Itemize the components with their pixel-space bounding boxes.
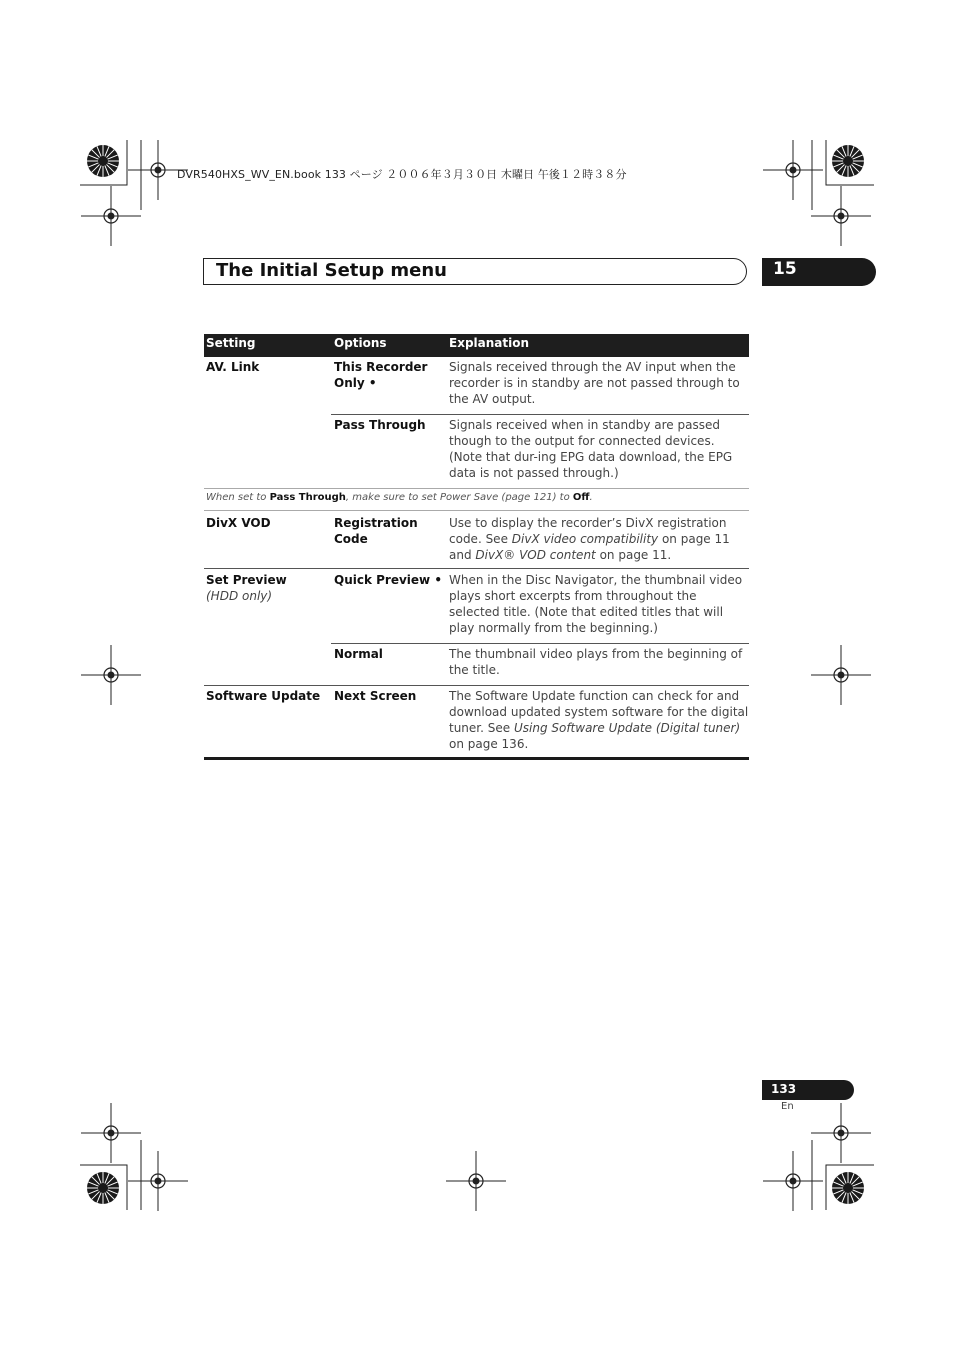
row-divider bbox=[331, 643, 749, 644]
note-term-off: Off bbox=[572, 492, 590, 503]
note-text: , make sure to set Power Save (page 121) to bbox=[345, 492, 573, 503]
explanation-text: on page 136. bbox=[449, 737, 529, 751]
row-divider bbox=[204, 510, 749, 511]
row-divider bbox=[331, 414, 749, 415]
print-header: DVR540HXS_WV_EN.book 133 ページ ２００６年３月３０日 木曜日 午後１２時３８分 bbox=[177, 168, 627, 181]
option-quick-preview: Quick Preview • bbox=[334, 573, 442, 587]
note-term-pass-through: Pass Through bbox=[269, 492, 346, 503]
chapter-number: 15 bbox=[773, 259, 797, 279]
row-divider bbox=[204, 488, 749, 489]
explanation-this-recorder-only: Signals received through the AV input when the recorder is in standby are not passed through to the AV output. bbox=[449, 360, 740, 406]
explanation-text: on page 11. bbox=[595, 548, 672, 562]
chapter-title: The Initial Setup menu bbox=[216, 260, 447, 281]
explanation-text: The Software Update function can check for and download updated system software for the digital tuner. See bbox=[449, 689, 749, 735]
setting-divx-vod: DivX VOD bbox=[206, 516, 271, 530]
note-text: . bbox=[589, 492, 593, 503]
setting-set-preview: Set Preview bbox=[206, 573, 287, 587]
page-language: En bbox=[781, 1101, 794, 1112]
option-pass-through: Pass Through bbox=[334, 418, 426, 432]
option-this-recorder-only: This Recorder Only • bbox=[334, 360, 428, 390]
explanation-text: Use to display the recorder’s DivX registration code. See bbox=[449, 516, 727, 546]
option-next-screen: Next Screen bbox=[334, 689, 417, 703]
explanation-registration-code bbox=[449, 515, 749, 563]
row-divider bbox=[204, 568, 749, 569]
pass-through-note bbox=[206, 490, 593, 506]
row-divider bbox=[204, 685, 749, 686]
header-setting: Setting bbox=[206, 336, 256, 350]
setting-av-link: AV. Link bbox=[206, 360, 260, 374]
table-bottom-rule bbox=[204, 757, 749, 760]
header-explanation: Explanation bbox=[449, 336, 530, 350]
reference-divx-vod-content: DivX® VOD content bbox=[475, 548, 596, 562]
option-normal: Normal bbox=[334, 647, 383, 661]
option-registration-code: Registration Code bbox=[334, 516, 418, 546]
header-options: Options bbox=[334, 336, 387, 350]
reference-using-software-update: Using Software Update (Digital tuner) bbox=[513, 721, 741, 735]
explanation-quick-preview: When in the Disc Navigator, the thumbnail video plays short excerpts from throughout the selected title. (Note that edited titles that will play normally from the beginning.) bbox=[449, 573, 743, 635]
explanation-text: on page 11 and bbox=[449, 532, 730, 562]
explanation-next-screen bbox=[449, 688, 749, 752]
setting-software-update: Software Update bbox=[206, 689, 321, 703]
setting-set-preview-note: (HDD only) bbox=[206, 589, 273, 603]
table-header-row bbox=[204, 334, 749, 357]
explanation-normal: The thumbnail video plays from the beginning of the title. bbox=[449, 647, 743, 677]
explanation-pass-through: Signals received when in standby are passed though to the output for connected devices. (Note that dur-ing EPG data download, the EPG data is not passed through.) bbox=[449, 418, 733, 480]
note-text: When set to bbox=[206, 492, 270, 503]
reference-divx-video-compatibility: DivX video compatibility bbox=[511, 532, 659, 546]
page-number: 133 bbox=[771, 1082, 797, 1096]
